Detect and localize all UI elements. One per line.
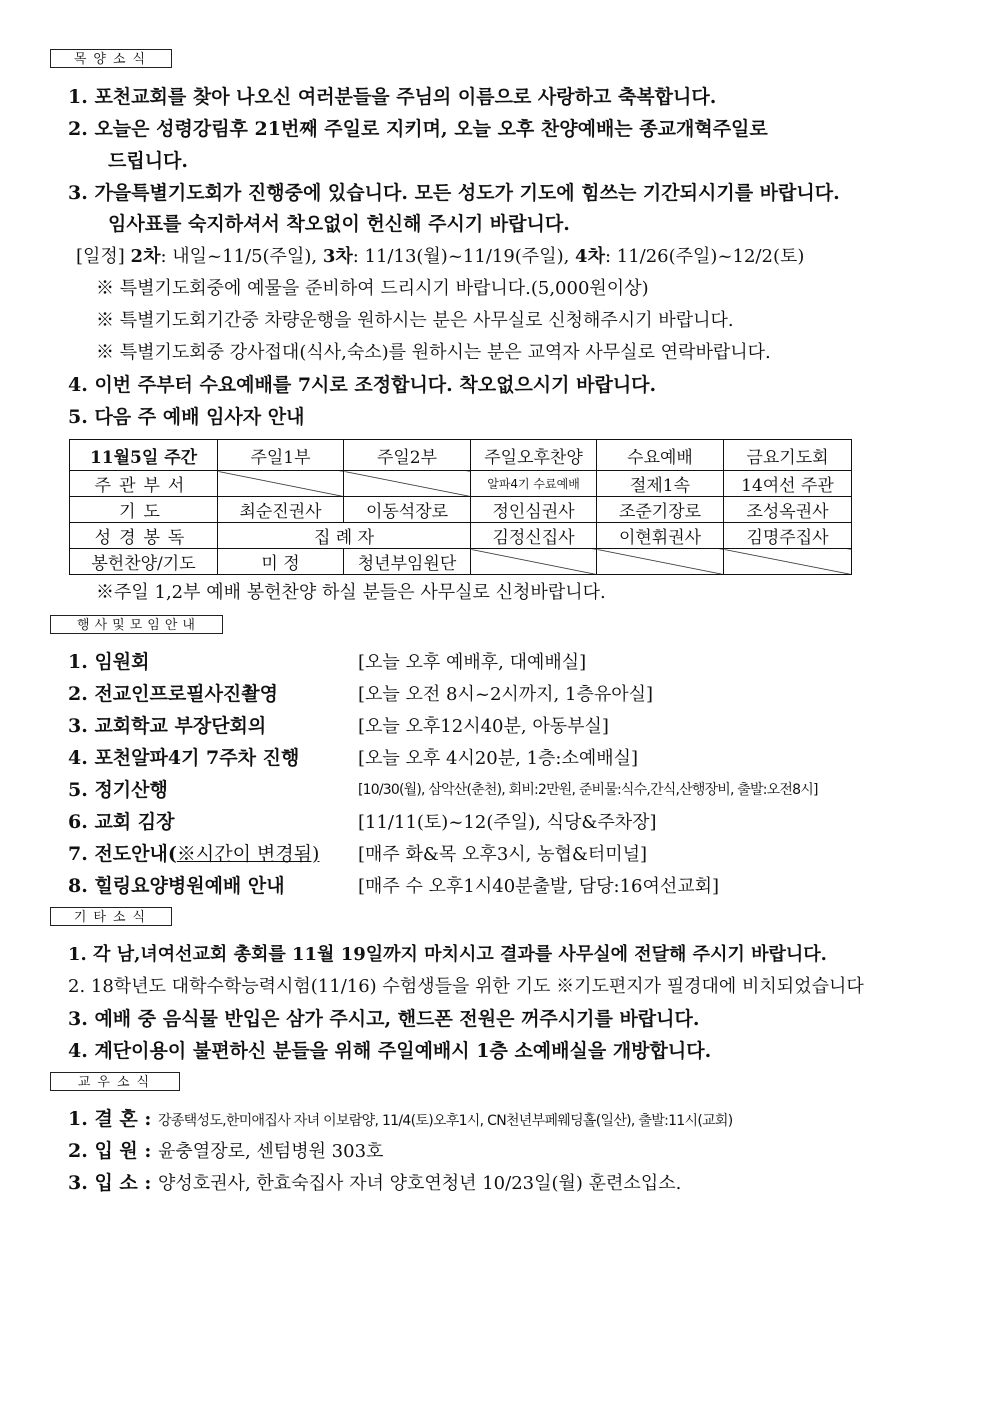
other-item-2: 2. 18학년도 대학수학능력시험(11/16) 수험생들을 위한 기도 ※기도편지가 필경대에 비치되었습니다: [68, 976, 864, 997]
other-item-4: 4. 계단이용이 불편하신 분들을 위해 주일예배시 1층 소예배실을 개방합니다.: [68, 1040, 712, 1062]
pastoral-item-1: 1. 포천교회를 찾아 나오신 여러분들을 주님의 이름으로 사랑하고 축복합니다.: [68, 86, 717, 108]
row-header: 성경봉독: [70, 523, 218, 549]
schedule-round-3: 3차: [322, 246, 353, 267]
table-note: ※주일 1,2부 예배 봉헌찬양 하실 분들은 사무실로 신청바랍니다.: [96, 582, 606, 603]
event-detail: [11/11(토)~12(주일), 식당&주차장]: [358, 812, 657, 833]
event-label: 8. 힐링요양병원예배 안내: [68, 875, 285, 897]
event-label: [68, 839, 319, 866]
empty-cell: [471, 549, 597, 575]
table-cell: 이현휘권사: [597, 523, 724, 549]
table-cell: 알파4기 수료예배: [471, 471, 597, 497]
table-row: [70, 497, 852, 523]
member-label: 3. 입 소 :: [68, 1172, 159, 1194]
event-label: 5. 정기산행: [68, 779, 168, 801]
table-header-row: [70, 440, 852, 471]
table-cell: 김명주집사: [724, 523, 852, 549]
table-cell: 이동석장로: [344, 497, 471, 523]
schedule-prefix: [일정]: [76, 246, 131, 267]
pastoral-item-3b: 임사표를 숙지하셔서 착오없이 헌신해 주시기 바랍니다.: [108, 213, 570, 235]
pastoral-item-5: 5. 다음 주 예배 임사자 안내: [68, 406, 305, 428]
table-corner: 11월5일 주간: [70, 440, 218, 471]
member-item-1: [68, 1104, 733, 1131]
event-detail: [오늘 오전 8시~2시까지, 1층유아실]: [358, 684, 654, 705]
pastoral-item-2a: 2. 오늘은 성령강림후 21번째 주일로 지키며, 오늘 오후 찬양예배는 종교개혁주일로: [68, 118, 768, 140]
table-cell: 정인심권사: [471, 497, 597, 523]
member-detail: 강종택성도,한미애집사 자녀 이보람양, 11/4(토)오후1시, CN천년부페웨딩홀(일산), 출발:11시(교회): [158, 1113, 733, 1129]
member-label: 2. 입 원 :: [68, 1140, 159, 1162]
table-cell: 청년부임원단: [344, 549, 471, 575]
table-cell: 김정신집사: [471, 523, 597, 549]
col-header: 수요예배: [597, 440, 724, 471]
schedule-dates-4: : 11/26(주일)~12/2(토): [604, 246, 805, 267]
member-item-3: [68, 1168, 681, 1195]
col-header: 주일2부: [344, 440, 471, 471]
event-label: 1. 임원회: [68, 651, 150, 673]
section-header-members: 교우소식: [50, 1072, 180, 1091]
member-label: 1. 결 혼 :: [68, 1108, 159, 1130]
empty-cell: [344, 471, 471, 497]
pastoral-item-4: 4. 이번 주부터 수요예배를 7시로 조정합니다. 착오없으시기 바랍니다.: [68, 374, 657, 396]
event-detail: [매주 수 오후1시40분출발, 담당:16여선교회]: [358, 876, 720, 897]
time-changed-note: ※시간이 변경됨): [176, 843, 320, 865]
empty-cell: [218, 471, 344, 497]
event-detail: [오늘 오후 예배후, 대예배실]: [358, 652, 587, 673]
empty-cell: [724, 549, 852, 575]
row-header: 주관부서: [70, 471, 218, 497]
worship-schedule-table: [69, 439, 852, 575]
schedule-round-4: 4차: [575, 246, 605, 267]
table-cell: 절제1속: [597, 471, 724, 497]
event-detail: [오늘 오후12시40분, 아동부실]: [358, 716, 609, 737]
member-detail: 양성호권사, 한효숙집사 자녀 양호연청년 10/23일(월) 훈련소입소.: [158, 1173, 682, 1194]
col-header: 주일1부: [218, 440, 344, 471]
event-label: 2. 전교인프로필사진촬영: [68, 683, 278, 705]
row-header: 봉헌찬양/기도: [70, 549, 218, 575]
event-label: 4. 포천알파4기 7주차 진행: [68, 747, 300, 769]
pastoral-item-3a: 3. 가을특별기도회가 진행중에 있습니다. 모든 성도가 기도에 힘쓰는 기간되시기를 바랍니다.: [68, 182, 840, 204]
other-item-3: 3. 예배 중 음식물 반입은 삼가 주시고, 핸드폰 전원은 꺼주시기를 바랍니다.: [68, 1008, 700, 1030]
table-cell: 14여선 주관: [724, 471, 852, 497]
table-cell: 최순진권사: [218, 497, 344, 523]
col-header: 주일오후찬양: [471, 440, 597, 471]
pastoral-item-2b: 드립니다.: [108, 150, 189, 172]
table-row: [70, 523, 852, 549]
schedule-round-2: 2차: [130, 246, 161, 267]
section-header-pastoral: 목양소식: [50, 49, 172, 68]
col-header: 금요기도회: [724, 440, 852, 471]
pastoral-note-2: ※ 특별기도회기간중 차량운행을 원하시는 분은 사무실로 신청해주시기 바랍니다.: [96, 310, 734, 331]
table-row: [70, 471, 852, 497]
event-label-text: 7. 전도안내(: [68, 843, 177, 865]
empty-cell: [597, 549, 724, 575]
table-row: [70, 549, 852, 575]
table-cell: 조준기장로: [597, 497, 724, 523]
event-label: 6. 교회 김장: [68, 811, 175, 833]
row-header: 기도: [70, 497, 218, 523]
event-detail: [10/30(월), 삼악산(춘천), 회비:2만원, 준비물:식수,간식,산행장비, 출발:오전8시]: [358, 782, 818, 798]
table-cell: 조성옥권사: [724, 497, 852, 523]
section-header-events: 행사및모임안내: [50, 615, 223, 634]
member-item-2: [68, 1136, 383, 1163]
pastoral-note-1: ※ 특별기도회중에 예물을 준비하여 드리시기 바랍니다.(5,000원이상): [96, 278, 649, 299]
schedule-dates-3: : 11/13(월)~11/19(주일),: [352, 246, 576, 267]
section-header-other: 기타소식: [50, 907, 172, 926]
event-detail: [매주 화&목 오후3시, 농협&터미널]: [358, 844, 648, 865]
merged-cell: 집 례 자: [218, 523, 471, 549]
pastoral-note-3: ※ 특별기도회중 강사접대(식사,숙소)를 원하시는 분은 교역자 사무실로 연락바랍니다.: [96, 342, 771, 363]
other-item-1: 1. 각 남,녀여선교회 총회를 11월 19일까지 마치시고 결과를 사무실에 전달해 주시기 바랍니다.: [68, 944, 827, 965]
event-detail: [오늘 오후 4시20분, 1층:소예배실]: [358, 748, 639, 769]
schedule-dates-2: : 내일~11/5(주일),: [160, 246, 323, 267]
member-detail: 윤충열장로, 센텀병원 303호: [158, 1141, 384, 1162]
event-label: 3. 교회학교 부장단회의: [68, 715, 267, 737]
prayer-schedule: [76, 242, 804, 268]
table-cell: 미 정: [218, 549, 344, 575]
